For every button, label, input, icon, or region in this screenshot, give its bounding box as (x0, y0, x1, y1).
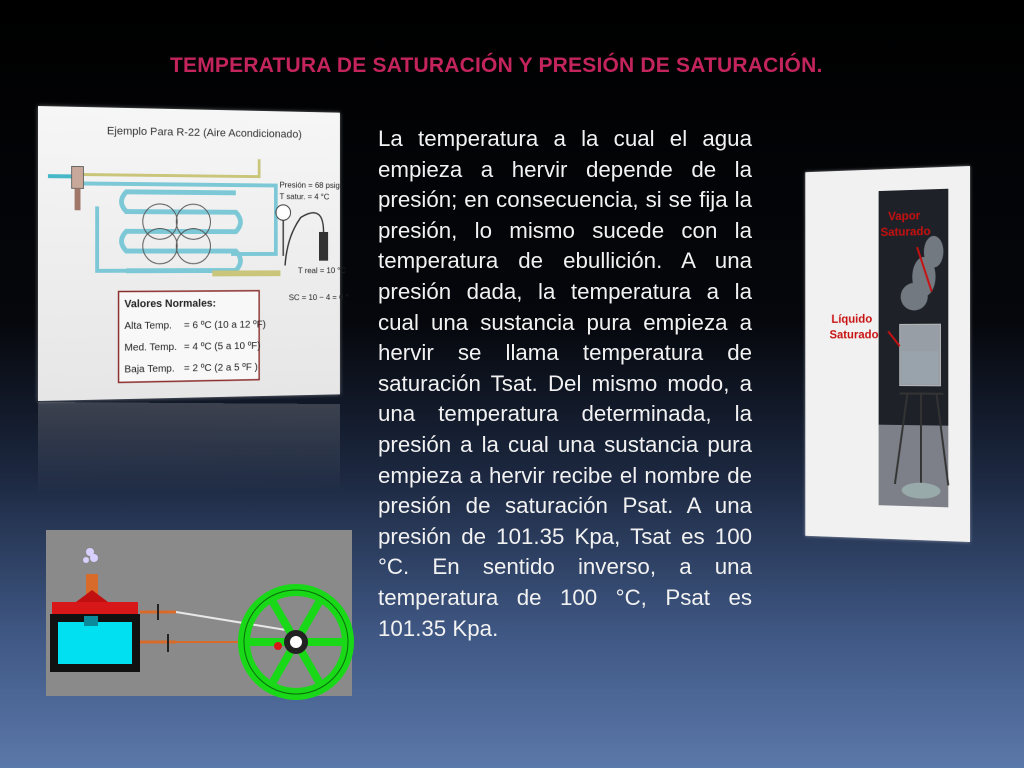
sc-label: SC = 10 − 4 = 6 ° (288, 292, 349, 303)
row-value-baja: = 2 ºC (2 a 5 ºF ) (183, 362, 258, 375)
steam-engine-graphic (46, 530, 352, 696)
r22-diagram (38, 106, 349, 401)
row-value-med: = 4 ºC (5 a 10 ºF) (183, 340, 261, 353)
vapor-label-1: Vapor (888, 209, 921, 224)
values-heading: Valores Normales: (124, 297, 217, 311)
boiling-photo-graphic (805, 166, 970, 542)
diagram-reflection (38, 402, 340, 492)
tsatur-label: T satur. = 4 °C (279, 191, 330, 202)
r22-diagram-graphic (38, 106, 349, 401)
vapor-label-2: Saturado (880, 224, 931, 240)
flywheel (244, 590, 348, 694)
liquid-label-2: Saturado (829, 328, 879, 342)
row-label-alta: Alta Temp. (124, 320, 172, 332)
pressure-label: Presión = 68 psig (279, 179, 340, 191)
row-label-med: Med. Temp. (124, 342, 177, 354)
treal-label: T real = 10 °C (297, 265, 346, 276)
diagram-heading: Ejemplo Para R-22 (Aire Acondicionado) (106, 125, 302, 141)
boiling-photo (805, 166, 970, 542)
steam-engine-image (46, 530, 352, 696)
steam-puff-icon (83, 548, 98, 563)
row-value-alta: = 6 ºC (10 a 12 ºF) (183, 319, 266, 332)
liquid-label-1: Líquido (831, 312, 873, 326)
row-label-baja: Baja Temp. (124, 363, 175, 376)
slide-title: TEMPERATURA DE SATURACIÓN Y PRESIÓN DE SATURACIÓN. (170, 54, 823, 77)
slide-body-text: La temperatura a la cual el agua empieza a hervir depende de la presión; en consecuencia, si se fija la presión, lo mismo sucede con la temperatura de ebullición. A una presión dada, la temperatura a la cual una sustancia pura empieza a hervir se llama temperatura de saturación Tsat. Del mismo modo, a una temperatura determinada, la presión a la cual una sustancia pura empieza a hervir recibe el nombre de presión de saturación Psat. A una presión de 101.35 Kpa, Tsat es 100 °C. En sentido inverso, a una temperatura de 100 °C, Psat es 101.35 Kpa. (378, 126, 752, 641)
